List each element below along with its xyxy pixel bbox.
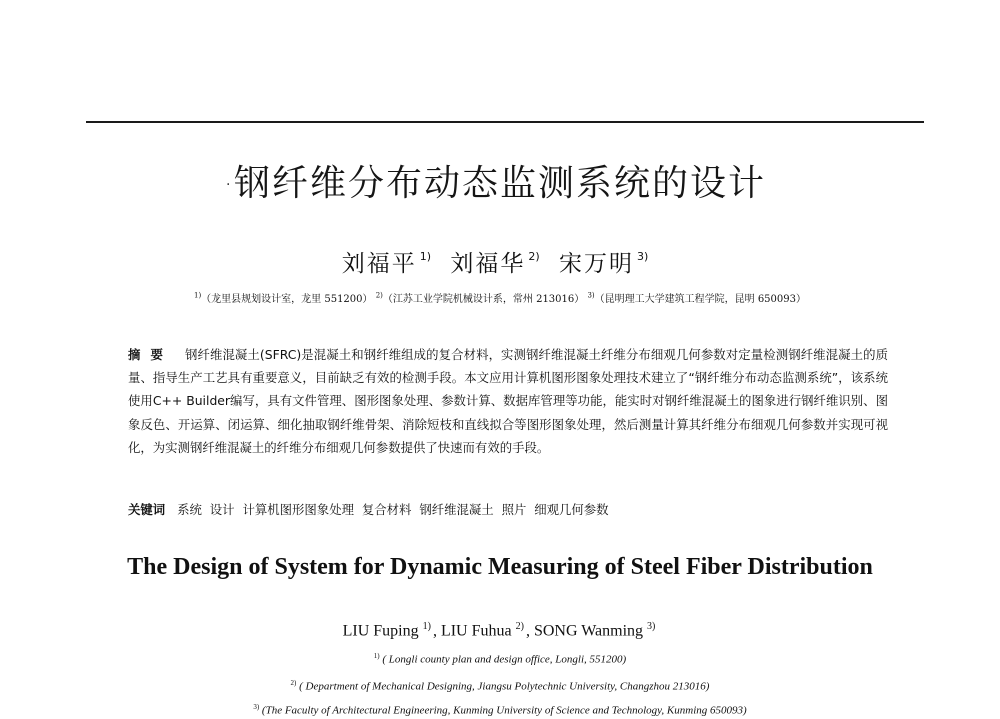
keyword-item: 照片 — [501, 502, 527, 517]
keyword-item: 细观几何参数 — [534, 502, 609, 517]
author-en-sep: , — [432, 622, 441, 640]
affil-cn-mark: 3) — [587, 291, 595, 300]
author-cn-name: 刘福平 — [341, 251, 417, 277]
author-en-mark: 2) — [515, 621, 524, 632]
author-en-name: LIU Fuhua — [440, 622, 512, 640]
author-cn-mark: 1) — [419, 250, 432, 263]
author-en-mark: 1) — [422, 621, 431, 632]
abstract-text: 钢纤维混凝土(SFRC)是混凝土和钢纤维组成的复合材料，实测钢纤维混凝土纤维分布细观几何参数对定量检测钢纤维混凝土的质量、指导生产工艺具有重要意义，目前缺乏有效的检测手段。本文应用计算机图形图象处理技术建立了“钢纤维分布动态监测系统”，该系统使用C++ Builder编写，具有文件管理、图形图象处理、参数计算、数据库管理等功能，能实时对钢纤维混凝土的图象进行钢纤维识别、图象反色、开运算、闭运算、细化抽取钢纤维骨架、消除短枝和直线拟合等图形图象处理，然后测量计算其纤维分布细观几何参数并实现可视化，为实测钢纤维混凝土的纤维分布细观几何参数提供了快速而有效的手段。 — [128, 347, 889, 455]
affil-en-text: ( Longli county plan and design office, Longli, 551200) — [382, 653, 627, 666]
keyword-item: 设计 — [209, 502, 235, 517]
keyword-item: 钢纤维混凝土 — [419, 502, 494, 517]
affil-en-mark: 1) — [373, 652, 380, 660]
author-cn-name: 刘福华 — [450, 251, 526, 277]
affil-en-text: ( Department of Mechanical Designing, Jiangsu Polytechnic University, Changzhou 213016) — [299, 680, 710, 693]
affil-en-mark: 3) — [253, 703, 260, 711]
abstract — [128, 343, 888, 459]
english-title: The Design of System for Dynamic Measuring of Steel Fiber Distribution — [127, 554, 873, 580]
affil-cn-mark: 2) — [375, 291, 383, 300]
author-en-name: LIU Fuping — [342, 622, 419, 640]
english-affiliation-3 — [0, 703, 1000, 717]
keyword-item: 计算机图形图象处理 — [242, 502, 354, 517]
affil-cn-text: （江苏工业学院机械设计系，常州 213016） — [382, 294, 585, 305]
title-marker: · — [226, 177, 231, 193]
affil-cn-text: （龙里县规划设计室，龙里 551200） — [201, 294, 373, 305]
author-cn-mark: 2) — [528, 250, 540, 263]
chinese-authors — [300, 245, 700, 278]
keywords — [128, 500, 888, 518]
english-affiliation-2 — [0, 679, 1000, 693]
header-rule — [86, 121, 924, 123]
english-affiliation-1 — [0, 652, 1000, 666]
affil-cn-text: （昆明理工大学建筑工程学院，昆明 650093） — [594, 294, 806, 305]
author-cn-mark: 3) — [636, 250, 649, 263]
keywords-label: 关键词 — [128, 502, 166, 517]
english-authors — [0, 621, 1000, 640]
affil-cn-mark: 1) — [193, 291, 202, 300]
keyword-item: 复合材料 — [361, 502, 412, 517]
author-en-mark: 3) — [647, 621, 656, 632]
author-en-sep: , — [525, 622, 534, 640]
keyword-item: 系统 — [177, 502, 202, 517]
affil-en-text: (The Faculty of Architectural Engineering, Kunming University of Science and Technology, Kunming 650093) — [261, 704, 747, 717]
abstract-label: 摘要 — [128, 347, 173, 362]
chinese-affiliations — [50, 290, 950, 305]
chinese-title: 钢纤维分布动态监测系统的设计 — [233, 163, 766, 204]
affil-en-mark: 2) — [290, 679, 297, 687]
author-cn-name: 宋万明 — [558, 251, 634, 277]
author-en-name: SONG Wanming — [533, 622, 644, 640]
